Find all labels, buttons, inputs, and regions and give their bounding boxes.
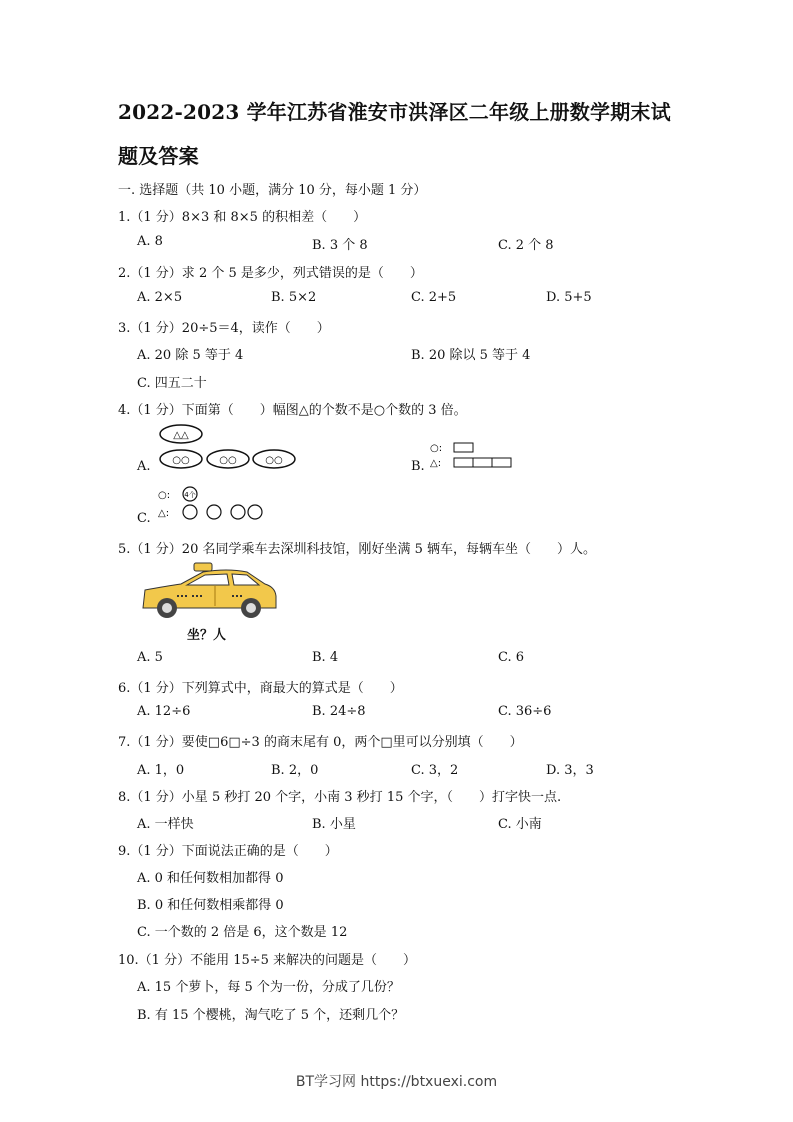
- page-title-line1: 2022-2023 学年江苏省淮安市洪泽区二年级上册数学期末试: [118, 100, 671, 124]
- figure-a-circles-1: ○○: [172, 455, 190, 466]
- question-1-option-b: B. 3 个 8: [312, 238, 368, 253]
- question-8-option-b: B. 小星: [312, 817, 356, 832]
- question-4-option-a: A.: [137, 459, 151, 474]
- question-6-option-b: B. 24÷8: [312, 704, 366, 719]
- question-2-option-d: D. 5+5: [546, 290, 592, 305]
- question-1-option-a: A. 8: [137, 234, 163, 249]
- question-1-option-c: C. 2 个 8: [498, 238, 554, 253]
- figure-a-circles-3: ○○: [265, 455, 283, 466]
- question-8-option-a: A. 一样快: [137, 817, 194, 832]
- question-6-stem: 6.（1 分）下列算式中，商最大的算式是（ ）: [118, 681, 403, 696]
- question-3-option-a: A. 20 除 5 等于 4: [137, 348, 244, 363]
- question-7-option-c: C. 3，2: [411, 763, 459, 778]
- question-3-option-b: B. 20 除以 5 等于 4: [411, 348, 531, 363]
- question-7-stem: 7.（1 分）要使□6□÷3 的商末尾有 0，两个□里可以分别填（ ）: [118, 735, 523, 750]
- question-7-option-a: A. 1，0: [137, 763, 185, 778]
- figure-c-token: 4个: [184, 491, 196, 499]
- question-3-stem: 3.（1 分）20÷5＝4，读作（ ）: [118, 321, 330, 336]
- question-9-option-a: A. 0 和任何数相加都得 0: [137, 871, 284, 886]
- figure-b: [430, 440, 515, 470]
- question-7-option-d: D. 3，3: [546, 763, 594, 778]
- figure-c-circle-label: ○:: [158, 490, 171, 501]
- question-5-option-b: B. 4: [312, 650, 339, 665]
- question-1-stem: 1.（1 分）8×3 和 8×5 的积相差（ ）: [118, 210, 367, 225]
- question-10-option-b: B. 有 15 个樱桃，淘气吃了 5 个，还剩几个？: [137, 1008, 405, 1023]
- question-2-option-a: A. 2×5: [137, 290, 183, 305]
- question-2-option-c: C. 2+5: [411, 290, 457, 305]
- question-5-stem: 5.（1 分）20 名同学乘车去深圳科技馆，刚好坐满 5 辆车，每辆车坐（ ）人。: [118, 542, 597, 557]
- question-4-option-b: B.: [411, 459, 425, 474]
- figure-c-triangle-label: △:: [158, 508, 170, 519]
- question-9-option-b: B. 0 和任何数相乘都得 0: [137, 898, 284, 913]
- taxi-car-image: [137, 560, 279, 622]
- question-10-stem: 10.（1 分）不能用 15÷5 来解决的问题是（ ）: [118, 953, 417, 968]
- question-4-option-c: C.: [137, 511, 151, 526]
- taxi-caption: 坐？人: [187, 628, 227, 643]
- section-heading: 一. 选择题（共 10 小题，满分 10 分，每小题 1 分）: [118, 183, 427, 198]
- figure-a-circles-2: ○○: [219, 455, 237, 466]
- question-9-option-c: C. 一个数的 2 倍是 6，这个数是 12: [137, 925, 348, 940]
- question-2-stem: 2.（1 分）求 2 个 5 是多少，列式错误的是（ ）: [118, 266, 423, 281]
- question-2-option-b: B. 5×2: [271, 290, 317, 305]
- figure-b-circle-label: ○:: [430, 443, 443, 454]
- question-5-option-c: C. 6: [498, 650, 525, 665]
- question-6-option-c: C. 36÷6: [498, 704, 552, 719]
- question-8-option-c: C. 小南: [498, 817, 542, 832]
- footer-watermark: BT学习网 https://btxuexi.com: [295, 1074, 498, 1090]
- figure-a-triangles: △△: [173, 430, 189, 441]
- question-8-stem: 8.（1 分）小星 5 秒打 20 个字，小南 3 秒打 15 个字，（ ）打字快一点.: [118, 790, 562, 805]
- question-9-stem: 9.（1 分）下面说法正确的是（ ）: [118, 844, 338, 859]
- figure-b-triangle-label: △:: [430, 458, 442, 469]
- figure-c: [158, 486, 263, 522]
- question-3-option-c: C. 四五二十: [137, 376, 207, 391]
- question-7-option-b: B. 2，0: [271, 763, 319, 778]
- figure-a: [155, 423, 300, 473]
- question-6-option-a: A. 12÷6: [137, 704, 191, 719]
- question-5-option-a: A. 5: [137, 650, 163, 665]
- question-10-option-a: A. 15 个萝卜，每 5 个为一份，分成了几份？: [137, 980, 400, 995]
- question-4-stem: 4.（1 分）下面第（ ）幅图△的个数不是○个数的 3 倍。: [118, 403, 467, 418]
- page-title-line2: 题及答案: [118, 144, 199, 168]
